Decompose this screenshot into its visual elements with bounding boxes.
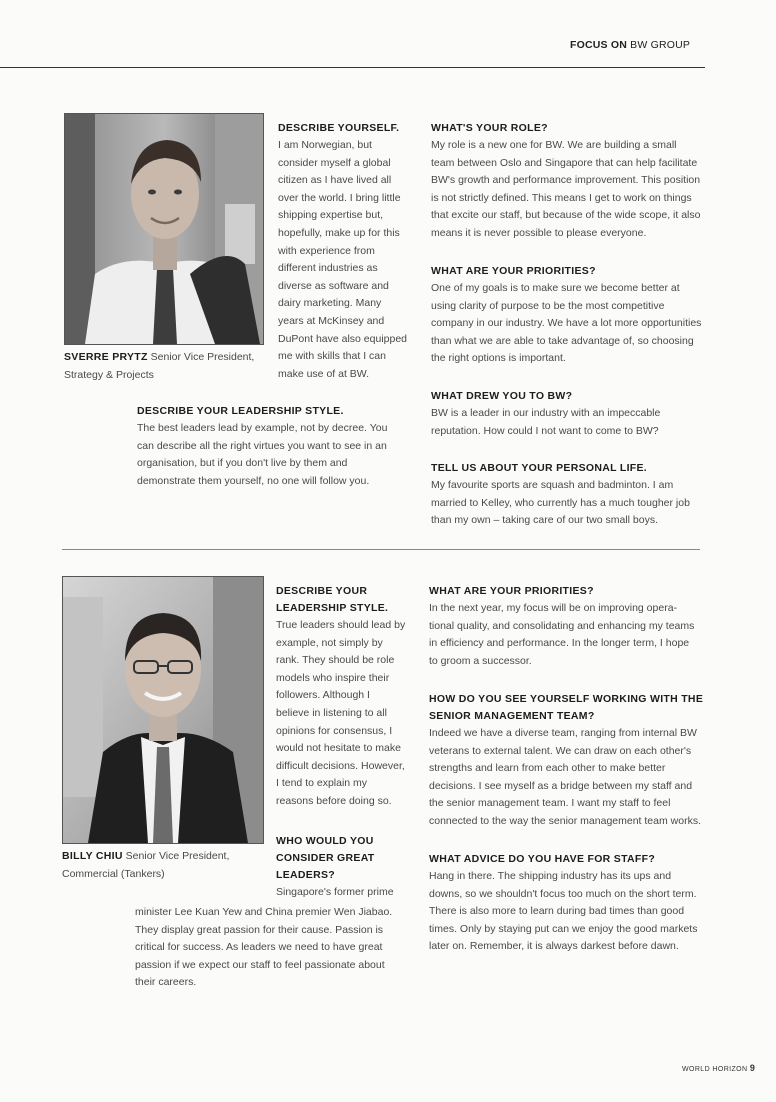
question-line: LEADERS?	[276, 869, 335, 881]
block-great-leaders-heading	[276, 833, 416, 902]
text-line: in efficiency and performance. In the longer term, I hope	[429, 637, 690, 650]
text-line: My role is a new one for BW. We are building a small	[431, 139, 677, 151]
text-line: different industries as	[278, 262, 378, 275]
text-line: BW's growth and performance improvement. This position	[431, 174, 701, 187]
text-line: decisions. I see myself as a bridge between my staff and	[429, 779, 693, 792]
text-line: years at McKinsey and	[278, 314, 385, 327]
answer-senior-team	[429, 725, 729, 831]
text-line: diverse as software and	[278, 279, 389, 292]
text-line: the senior management team. I want my staff to feel	[429, 797, 671, 810]
text-line: to groom a successor.	[429, 654, 532, 667]
block-describe-yourself	[278, 120, 418, 383]
title-line2: Commercial (Tankers)	[62, 867, 165, 880]
text-line: married to Kelley, who currently has a much tougher job	[431, 496, 690, 509]
block-advice	[429, 851, 719, 956]
block-leadership-style-2	[276, 583, 416, 811]
photo-sverre-prytz	[64, 113, 264, 345]
title-line1: Senior Vice President,	[122, 850, 230, 862]
question-describe-yourself: DESCRIBE YOURSELF.	[278, 122, 400, 134]
text-line: is not strictly defined. This means I get to work on things	[431, 191, 692, 204]
block-senior-team	[429, 691, 729, 831]
answer-leadership-style	[137, 420, 417, 490]
text-line: means it is never possible to please everyone.	[431, 226, 647, 239]
name-sverre-prytz: SVERRE PRYTZ	[64, 351, 148, 363]
caption-sverre-prytz	[64, 349, 264, 384]
question-leadership-style	[276, 583, 416, 617]
block-personal-life	[431, 460, 721, 530]
answer-drew-you	[431, 405, 721, 440]
text-line: would not hesitate to make	[276, 742, 401, 755]
question-line: CONSIDER GREAT	[276, 852, 375, 864]
text-line: There is also more to learn during bad times than good	[429, 905, 685, 918]
question-line: SENIOR MANAGEMENT TEAM?	[429, 710, 595, 722]
text-line: models who inspire their	[276, 671, 390, 684]
header-rule	[0, 67, 705, 68]
photo-billy-chiu	[62, 576, 264, 844]
text-line: company in our industry. We have a lot more opportunities	[431, 317, 702, 330]
text-line: citizen as I have lived all	[278, 174, 392, 187]
text-line: later on. Remember, it is always darkest before dawn.	[429, 940, 679, 953]
title-line1: Senior Vice President,	[147, 351, 255, 363]
text-line: that excite our staff, but because of the wide scope, it also	[431, 209, 701, 222]
text-line: In the next year, my focus will be on improving opera-	[429, 602, 678, 614]
text-line: Hang in there. The shipping industry has its ups and	[429, 870, 672, 882]
question-senior-team	[429, 691, 729, 725]
title-line2: Strategy & Projects	[64, 368, 154, 381]
text-line: My favourite sports are squash and badminton. I am	[431, 479, 674, 491]
block-priorities-1	[431, 263, 721, 368]
text-line: organisation, but if you don't live by them and	[137, 457, 348, 470]
text-line: can describe all the right virtues you want to see in an	[137, 439, 387, 452]
question-advice: WHAT ADVICE DO YOU HAVE FOR STAFF?	[429, 853, 656, 865]
text-line: dairy marketing. Many	[278, 297, 382, 310]
question-line: WHO WOULD YOU	[276, 835, 374, 847]
text-line: The best leaders lead by example, not by decree. You	[137, 422, 388, 434]
text-line: opinions for consensus, I	[276, 724, 393, 737]
text-line: passion if we expect our staff to feel passionate about	[135, 958, 385, 971]
caption-billy-chiu	[62, 848, 267, 883]
text-line: demonstrate them yourself, no one will follow you.	[137, 474, 370, 487]
text-line: consider myself a global	[278, 156, 391, 169]
question-role: WHAT'S YOUR ROLE?	[431, 122, 548, 134]
text-line: believe in listening to all	[276, 706, 387, 719]
block-drew-you	[431, 388, 721, 440]
answer-leadership-style	[276, 617, 416, 811]
text-line: rank. They should be role	[276, 654, 395, 667]
text-line: Indeed we have a diverse team, ranging from internal BW	[429, 727, 697, 739]
text-line: shipping expertise but,	[278, 209, 384, 222]
question-line: LEADERSHIP STYLE.	[276, 602, 389, 614]
text-line: I tend to explain my	[276, 777, 368, 790]
text-line: critical for success. As leaders we need to have great	[135, 941, 383, 954]
text-line: me with skills that I can	[278, 350, 386, 363]
section-divider	[62, 549, 700, 550]
text-line: BW is a leader in our industry with an impeccable	[431, 407, 661, 419]
text-line: One of my goals is to make sure we become better at	[431, 282, 680, 294]
text-line: over the world. I bring little	[278, 191, 401, 204]
text-line: DuPont have also equipped	[278, 332, 408, 345]
text-line: example, not simply by	[276, 636, 383, 649]
question-leadership-style: DESCRIBE YOUR LEADERSHIP STYLE.	[137, 405, 344, 417]
running-header	[570, 39, 710, 51]
text-line: difficult decisions. However,	[276, 759, 405, 772]
question-line: HOW DO YOU SEE YOURSELF WORKING WITH THE	[429, 693, 704, 705]
block-priorities-2	[429, 583, 719, 670]
text-line: minister Lee Kuan Yew and China premier Wen Jiabao.	[135, 906, 393, 918]
text-line: I am Norwegian, but	[278, 139, 372, 151]
text-line: their careers.	[135, 976, 197, 989]
text-line: connected to the way the senior management team works.	[429, 814, 701, 827]
answer-great-leaders	[135, 904, 420, 992]
text-line: reasons before doing so.	[276, 794, 392, 807]
text-line: with experience from	[278, 244, 375, 257]
question-great-leaders	[276, 833, 416, 884]
text-line: reputation. How could I not want to come to BW?	[431, 424, 659, 437]
text-line: the right options is important.	[431, 352, 566, 365]
text-line: times. Only by staying put can we enjoy the good markets	[429, 922, 698, 935]
text-line: Singapore's former prime	[276, 886, 394, 898]
block-leadership-style-1	[137, 403, 417, 490]
question-drew-you: WHAT DREW YOU TO BW?	[431, 390, 573, 402]
text-line: make use of at BW.	[278, 367, 370, 380]
text-line: than my own – taking care of our two small boys.	[431, 514, 659, 527]
text-line: using clarity of purpose to be the most competitive	[431, 299, 665, 312]
text-line: team between Oslo and Singapore that can help facilitate	[431, 156, 698, 169]
text-line: veterans to external talent. We can draw on each other's	[429, 744, 692, 757]
page-number: 9	[749, 1063, 756, 1073]
answer-priorities	[429, 600, 719, 670]
block-role	[431, 120, 721, 243]
text-line: True leaders should lead by	[276, 619, 406, 631]
text-line: followers. Although I	[276, 689, 370, 702]
question-priorities: WHAT ARE YOUR PRIORITIES?	[429, 585, 594, 597]
header-group: BW GROUP	[630, 39, 691, 51]
text-line: hopefully, make up for this	[278, 226, 400, 239]
answer-priorities	[431, 280, 721, 368]
answer-describe-yourself	[278, 137, 418, 383]
question-personal-life: TELL US ABOUT YOUR PERSONAL LIFE.	[431, 462, 648, 474]
text-line: They display great passion for their cause. Passion is	[135, 923, 384, 936]
question-priorities: WHAT ARE YOUR PRIORITIES?	[431, 265, 596, 277]
text-line: downs, so we shouldn't focus too much on the short term.	[429, 887, 697, 900]
question-line: DESCRIBE YOUR	[276, 585, 368, 597]
answer-personal-life	[431, 477, 721, 530]
header-focus: FOCUS ON	[570, 39, 628, 51]
text-line: than what we are able to take advantage of, so choosing	[431, 334, 694, 347]
name-billy-chiu: BILLY CHIU	[62, 850, 123, 862]
answer-advice	[429, 868, 719, 956]
text-line: tional quality, and consolidating and enhancing my teams	[429, 619, 695, 632]
page-footer	[682, 1063, 755, 1073]
magazine-name: WORLD HORIZON	[682, 1066, 748, 1073]
text-line: strengths and learn from each other to make better	[429, 762, 666, 775]
answer-role	[431, 137, 721, 243]
